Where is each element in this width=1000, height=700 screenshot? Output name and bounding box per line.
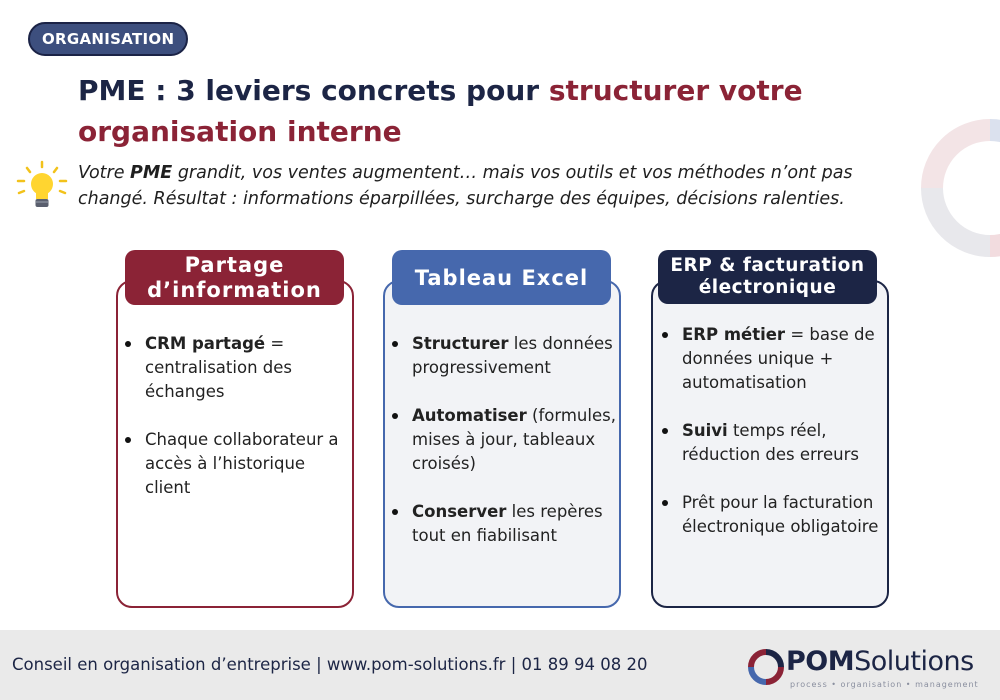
footer-contact-text: Conseil en organisation d’entreprise | www.pom-solutions.fr | 01 89 94 08 20 xyxy=(12,655,648,674)
card-title-line: d’information xyxy=(147,277,322,302)
list-item xyxy=(392,404,622,476)
logo-bold: POM xyxy=(786,646,855,677)
brand-tagline: process • organisation • management xyxy=(790,680,979,689)
cycle-ring-icon xyxy=(920,118,1000,258)
logo-rest: Solutions xyxy=(854,646,974,677)
list-item xyxy=(662,323,887,395)
title-accent: structurer votre xyxy=(548,74,803,107)
intro-text-rest: grandit, vos ventes augmentent… mais vos outils et vos méthodes n’ont pas changé. Résultat : informations éparpillées, surcharge des équipes, décisions ralenties. xyxy=(78,163,853,209)
lightbulb-icon xyxy=(14,160,70,212)
list-item xyxy=(125,428,353,500)
card-title-line: Tableau Excel xyxy=(414,265,589,290)
item-bold: ERP métier xyxy=(682,325,786,344)
intro-text: Votre xyxy=(78,163,131,183)
card-list-erp xyxy=(662,323,887,563)
title-part: PME : 3 leviers concrets pour xyxy=(78,74,549,107)
page-title xyxy=(78,70,838,152)
item-bold: CRM partagé xyxy=(145,334,266,353)
item-text: = base de données unique + automatisation xyxy=(682,325,875,392)
card-title-partage xyxy=(125,250,344,305)
list-item xyxy=(662,491,887,539)
item-text: les données progressivement xyxy=(412,334,613,377)
item-text: Chaque collaborateur a accès à l’historique client xyxy=(145,430,339,497)
card-title-line: électronique xyxy=(698,277,837,298)
intro-bold: PME xyxy=(130,163,173,183)
item-bold: Structurer xyxy=(412,334,509,353)
card-list-partage xyxy=(125,332,353,524)
item-text: temps réel, réduction des erreurs xyxy=(682,421,859,464)
card-title-excel xyxy=(392,250,611,305)
item-bold: Conserver xyxy=(412,502,507,521)
card-title-line: ERP & facturation xyxy=(670,255,865,276)
card-title-line: Partage xyxy=(184,252,285,277)
list-item xyxy=(125,332,353,404)
item-text: (formules, mises à jour, tableaux croisés) xyxy=(412,406,616,473)
card-list-excel xyxy=(392,332,622,572)
list-item xyxy=(662,419,887,467)
title-accent-line2: organisation interne xyxy=(78,115,402,148)
intro-paragraph xyxy=(78,160,918,212)
item-bold: Suivi xyxy=(682,421,728,440)
item-bold: Automatiser xyxy=(412,406,527,425)
card-title-erp xyxy=(658,250,877,304)
item-text: les repères tout en fiabilisant xyxy=(412,502,603,545)
item-text: Prêt pour la facturation électronique obligatoire xyxy=(682,493,879,536)
list-item xyxy=(392,500,622,548)
item-text: = centralisation des échanges xyxy=(145,334,292,401)
pom-logo-icon xyxy=(748,649,784,685)
category-badge: ORGANISATION xyxy=(28,22,188,56)
list-item xyxy=(392,332,622,380)
brand-logo xyxy=(786,646,974,677)
